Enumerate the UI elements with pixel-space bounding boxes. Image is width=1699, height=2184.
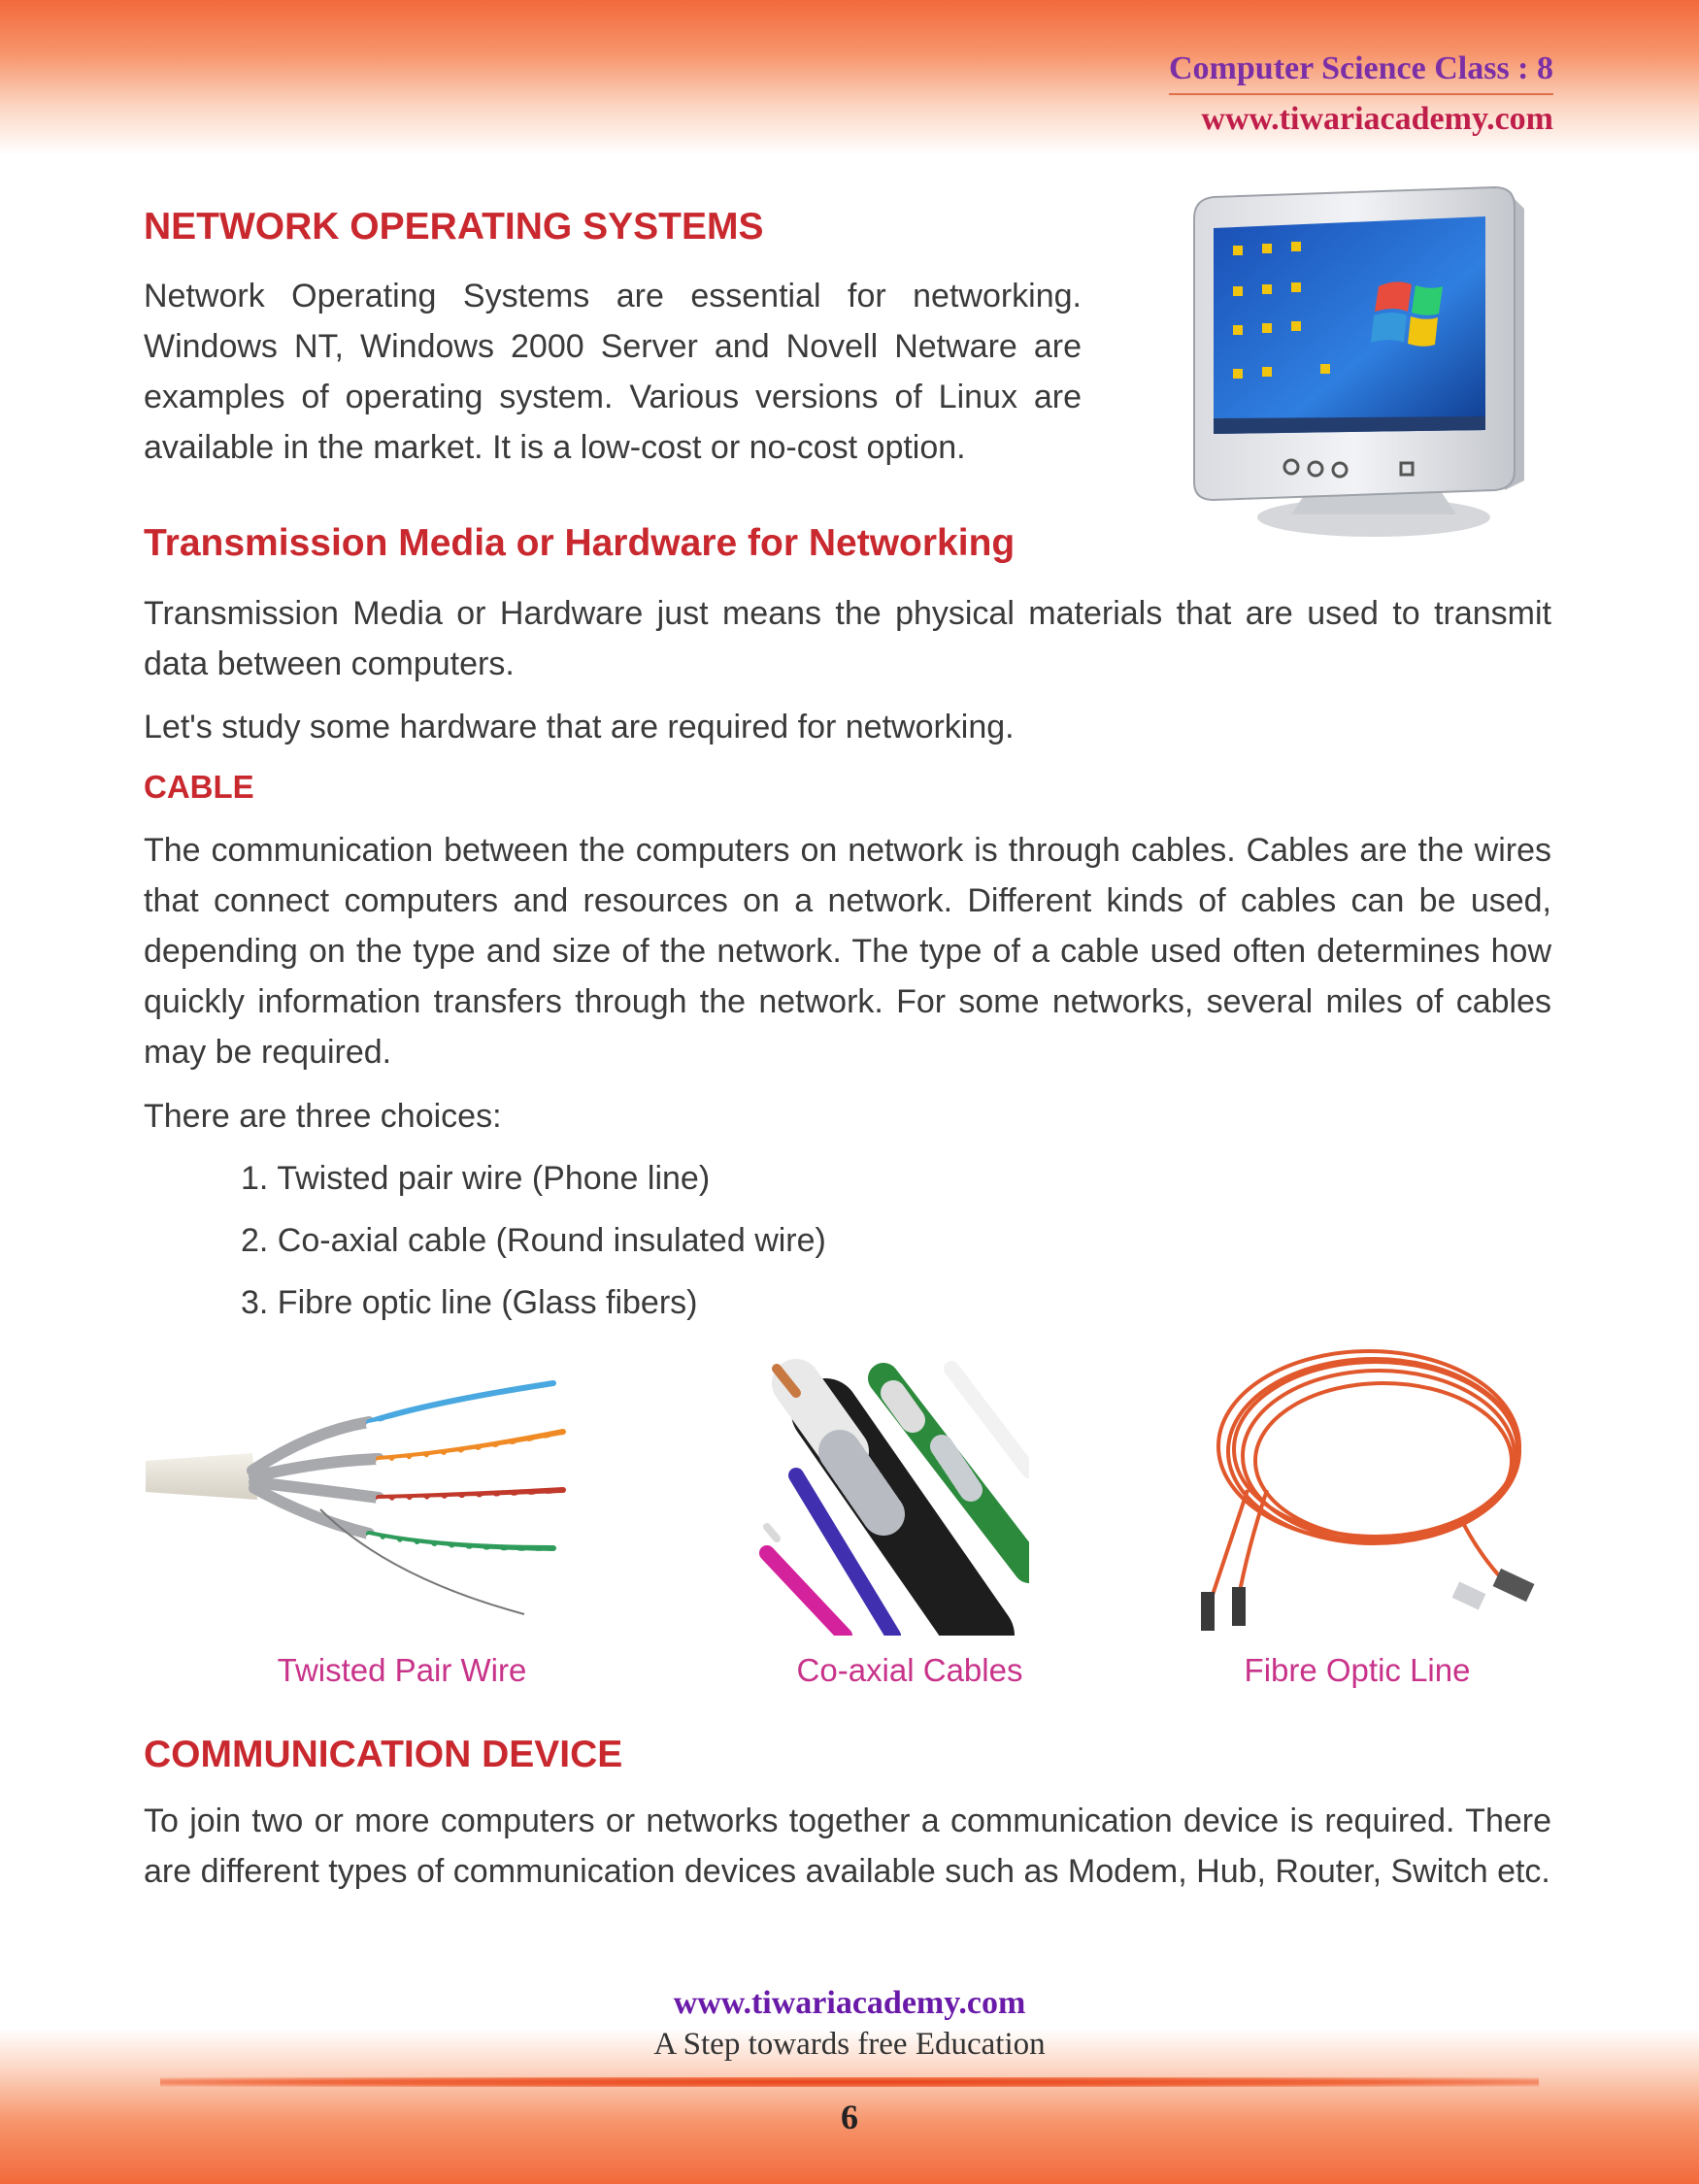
footer-tagline: A Step towards free Education — [653, 2027, 1046, 2062]
nos-heading: NETWORK OPERATING SYSTEMS — [144, 206, 764, 248]
twisted-pair-wire-image — [146, 1364, 573, 1626]
class-label: Computer Science Class : 8 — [1169, 50, 1553, 86]
choice-item: 3. Fibre optic line (Glass fibers) — [241, 1284, 698, 1321]
footer-divider — [160, 2077, 1539, 2087]
fibre-optic-caption: Fibre Optic Line — [1244, 1652, 1471, 1688]
media-paragraph: Transmission Media or Hardware just means the physical materials that are used to transmit data between computers. — [144, 595, 1551, 682]
page-header — [1169, 47, 1553, 142]
co-axial-cable-image — [738, 1354, 1029, 1636]
twisted-pair-caption: Twisted Pair Wire — [277, 1652, 527, 1688]
header-website-link[interactable]: www.tiwariacademy.com — [1201, 101, 1553, 137]
comm-heading: COMMUNICATION DEVICE — [144, 1734, 623, 1775]
comm-paragraph: To join two or more computers or networks together a communication device is required. There are different types of communication devices available such as Modem, Hub, Router, Switch etc. — [144, 1803, 1551, 1890]
cable-heading: CABLE — [144, 769, 254, 805]
choice-item: 1. Twisted pair wire (Phone line) — [241, 1160, 711, 1197]
choice-item: 2. Co-axial cable (Round insulated wire) — [241, 1222, 826, 1259]
cable-paragraph: The communication between the computers on network is through cables. Cables are the wires that connect computers and resources on a network. Different kinds of cables can be used, depending on the type and size of the network. The type of a cable used often determines how quickly information transfers through the network. For some networks, several miles of cables may be required. — [144, 832, 1551, 1071]
co-axial-caption: Co-axial Cables — [796, 1652, 1023, 1688]
footer-website-link[interactable]: www.tiwariacademy.com — [673, 1985, 1026, 2021]
nos-paragraph: Network Operating Systems are essential for networking. Windows NT, Windows 2000 Server and Novell Netware are examples of operating system. Various versions of Linux are available in the market. It is a low-cost or no-cost option. — [144, 278, 1082, 466]
media-heading: Transmission Media or Hardware for Networking — [144, 522, 1016, 564]
choices-intro: There are three choices: — [144, 1098, 502, 1135]
fibre-optic-line-image — [1189, 1344, 1539, 1636]
media-intro: Let's study some hardware that are required for networking. — [144, 709, 1015, 745]
crt-monitor-image — [1175, 180, 1534, 544]
page-number: 6 — [841, 2098, 858, 2136]
header-divider — [1169, 93, 1553, 95]
